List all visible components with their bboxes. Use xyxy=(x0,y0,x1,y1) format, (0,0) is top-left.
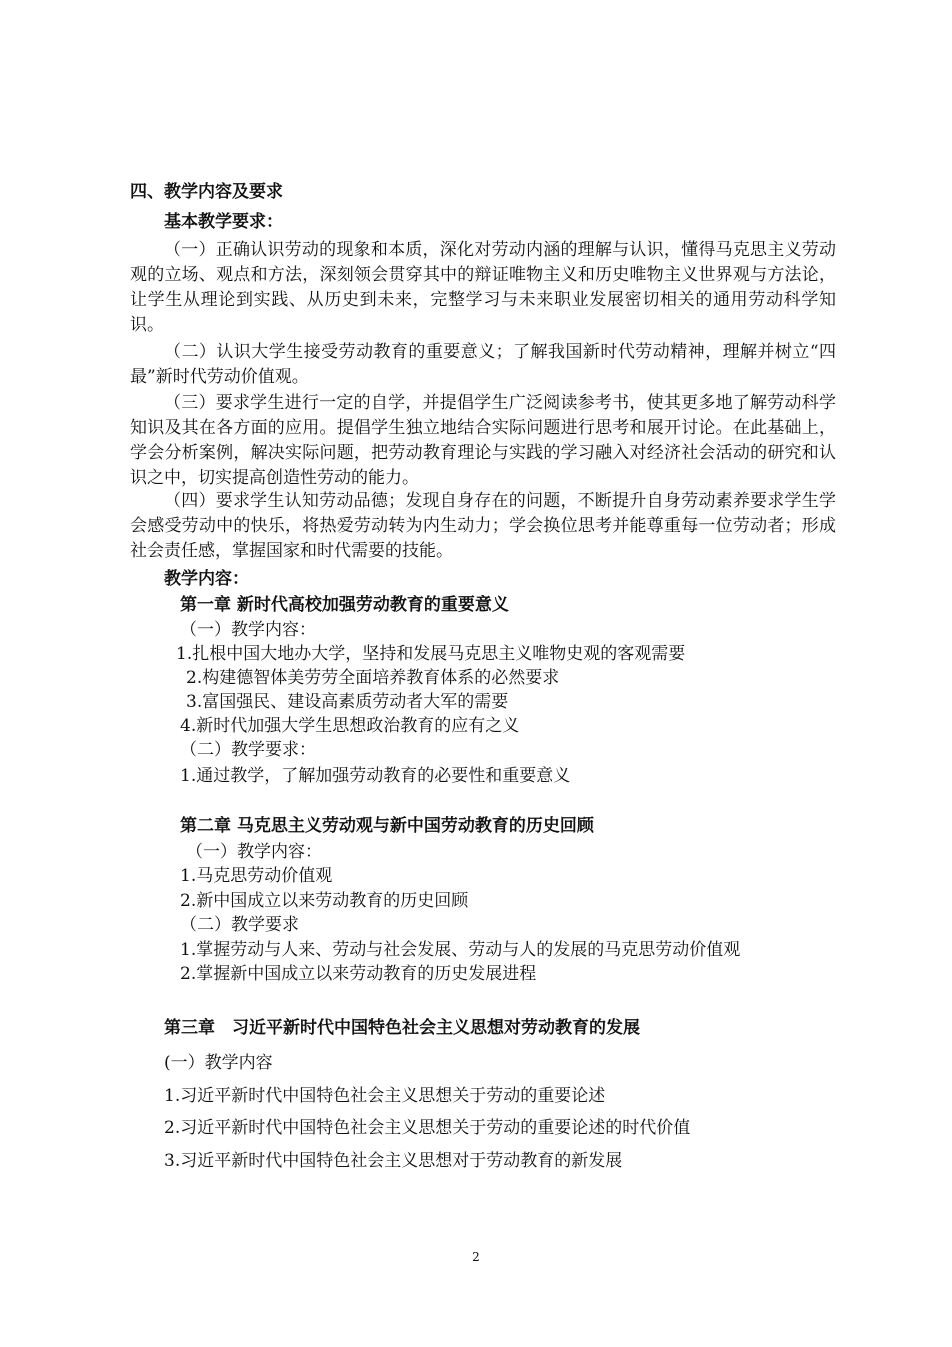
chapter-1-content-label: （一）教学内容： xyxy=(180,620,316,640)
chapter-2-requirement: 1.掌握劳动与人来、劳动与社会发展、劳动与人的发展的马克思劳动价值观 xyxy=(180,940,741,960)
chapter-2-content-label: （一）教学内容： xyxy=(186,842,322,862)
requirement-paragraph-2: （二）认识大学生接受劳动教育的重要意义；了解我国新时代劳动精神，理解并树立“四最”新时代劳动价值观。 xyxy=(130,342,836,387)
chapter-1-item: 4.新时代加强大学生思想政治教育的应有之义 xyxy=(180,716,520,736)
chapter-3-item: 2.习近平新时代中国特色社会主义思想关于劳动的重要论述的时代价值 xyxy=(164,1118,691,1138)
chapter-1-item: 3.富国强民、建设高素质劳动者大军的需要 xyxy=(186,692,509,712)
page-number: 2 xyxy=(472,1250,480,1264)
chapter-2-item: 2.新中国成立以来劳动教育的历史回顾 xyxy=(180,891,469,911)
teaching-content-title: 教学内容： xyxy=(164,569,249,589)
chapter-1-requirement-label: （二）教学要求： xyxy=(180,740,316,760)
requirement-paragraph-1: （一）正确认识劳动的现象和本质，深化对劳动内涵的理解与认识，懂得马克思主义劳动观的立场、观点和方法，深刻领会贯穿其中的辩证唯物主义和历史唯物主义世界观与方法论，让学生从理论到实践、从历史到未来，完整学习与未来职业发展密切相关的通用劳动科学知识。 xyxy=(130,240,836,335)
chapter-3-item: 3.习近平新时代中国特色社会主义思想对于劳动教育的新发展 xyxy=(164,1151,623,1171)
chapter-1-item: 1.扎根中国大地办大学，坚持和发展马克思主义唯物史观的客观需要 xyxy=(176,644,686,664)
chapter-1-requirement: 1.通过教学，了解加强劳动教育的必要性和重要意义 xyxy=(180,766,571,786)
chapter-1-item: 2.构建德智体美劳劳全面培养教育体系的必然要求 xyxy=(186,668,560,688)
chapter-3-item: 1.习近平新时代中国特色社会主义思想关于劳动的重要论述 xyxy=(164,1086,606,1106)
requirement-paragraph-4: （四）要求学生认知劳动品德；发现自身存在的问题，不断提升自身劳动素养要求学生学会感受劳动中的快乐，将热爱劳动转为内生动力；学会换位思考并能尊重每一位劳动者；形成社会责任感，掌握国家和时代需要的技能。 xyxy=(130,491,836,561)
chapter-2-item: 1.马克思劳动价值观 xyxy=(180,866,333,886)
section-heading: 四、教学内容及要求 xyxy=(130,182,283,202)
chapter-2-requirement: 2.掌握新中国成立以来劳动教育的历史发展进程 xyxy=(180,964,537,984)
basic-requirements-title: 基本教学要求： xyxy=(164,212,283,232)
chapter-2-requirement-label: （二）教学要求 xyxy=(180,915,299,935)
chapter-2-title: 第二章 马克思主义劳动观与新中国劳动教育的历史回顾 xyxy=(180,816,594,836)
chapter-3-content-label: (一）教学内容 xyxy=(164,1053,273,1073)
chapter-3-title: 第三章 习近平新时代中国特色社会主义思想对劳动教育的发展 xyxy=(164,1018,640,1038)
chapter-1-title: 第一章 新时代高校加强劳动教育的重要意义 xyxy=(180,595,509,615)
requirement-paragraph-3: （三）要求学生进行一定的自学，并提倡学生广泛阅读参考书，使其更多地了解劳动科学知识及其在各方面的应用。提倡学生独立地结合实际问题进行思考和展开讨论。在此基础上，学会分析案例，解决实际问题，把劳动教育理论与实践的学习融入对经济社会活动的研究和认识之中，切实提高创造性劳动的能力。 xyxy=(130,393,836,488)
